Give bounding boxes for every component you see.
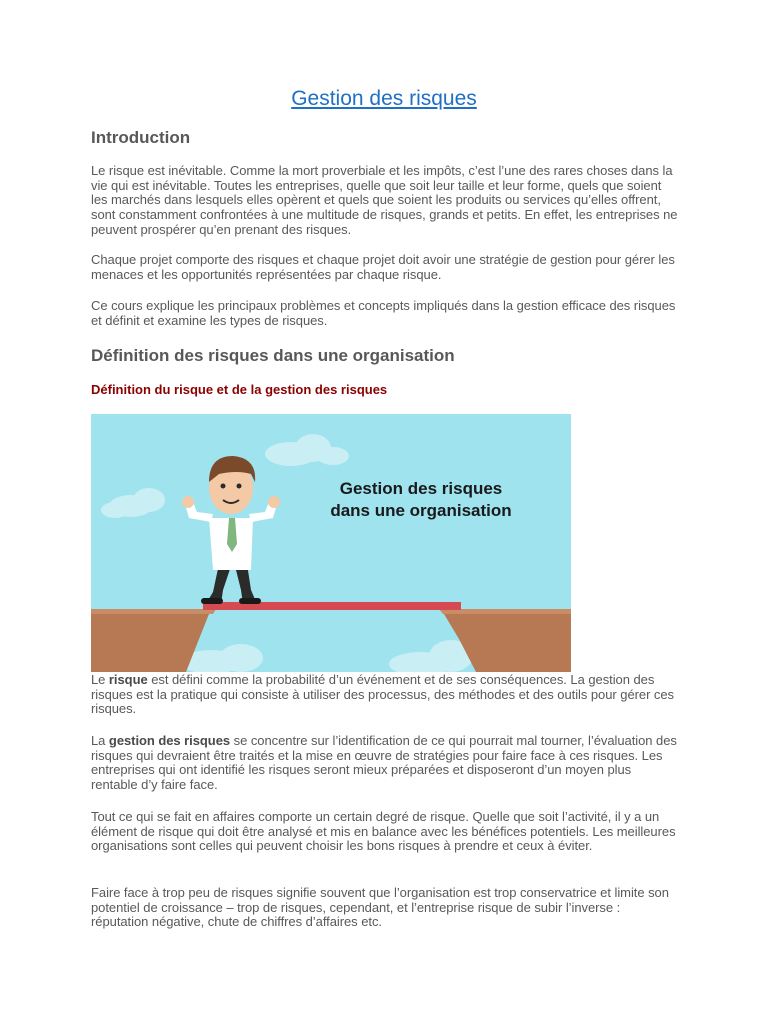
definition-heading: Définition des risques dans une organisation (91, 346, 455, 365)
risk-management-illustration (91, 414, 571, 672)
illustration-caption-line2: dans une organisation (330, 501, 512, 520)
cliff-left-top (91, 609, 216, 614)
intro-paragraph-1: Le risque est inévitable. Comme la mort proverbiale et les impôts, c’est l’une des rares choses dans la vie qui est inévitable. Toutes les entreprises, quelle que soit leur taille et leur forme, quels que soient les marchés dans lesquels elles opèrent et quels que soient les produits ou services qu’elles offrent, sont constamment confrontées à une multitude de risques, grands et petits. En effet, les entreprises ne peuvent prospérer qu’en prenant des risques. (91, 163, 678, 237)
paragraph-faire-face: Faire face à trop peu de risques signifie souvent que l’organisation est trop conservatrice et limite son potentiel de croissance – trop de risques, cependant, et l’entreprise risque de subir l’inverse : réputation négative, chute de chiffres d’affaires etc. (91, 885, 669, 930)
paragraph-affaires: Tout ce qui se fait en affaires comporte un certain degré de risque. Quelle que soit l’activité, il y a un élément de risque qui doit être analysé et mis en balance avec les bénéfices potentiels. Les meilleures organisations sont celles qui peuvent choisir les bons risques à prendre et ceux à éviter. (91, 809, 676, 854)
intro-paragraph-3: Ce cours explique les principaux problèmes et concepts impliqués dans la gestion efficace des risques et définit et examine les types de risques. (91, 298, 676, 328)
term-gestion-des-risques: gestion des risques (108, 733, 231, 748)
definition-subheading: Définition du risque et de la gestion des risques (91, 382, 388, 397)
paragraph-risque: Le risque est défini comme la probabilité d’un événement et de ses conséquences. La gestion des risques est la pratique qui consiste à utiliser des processus, des méthodes et des outils pour gérer ces risques. (91, 672, 675, 717)
illustration-caption-line1: Gestion des risques (339, 479, 503, 498)
term-risque: risque (108, 672, 148, 687)
paragraph-gestion-des-risques: La gestion des risques se concentre sur l’identification de ce qui pourrait mal tourner, l’évaluation des risques qui devraient être traités et la mise en œuvre de stratégies pour faire face à ces risques. Les entreprises qui ont identifié les risques seront mieux préparées et disposeront d’un moyen plus rentable d’y faire face. (91, 733, 677, 793)
intro-heading: Introduction (91, 128, 191, 147)
page-title[interactable]: Gestion des risques (291, 87, 477, 110)
intro-paragraph-2: Chaque projet comporte des risques et chaque projet doit avoir une stratégie de gestion pour gérer les menaces et les opportunités représentées par chaque risque. (91, 252, 675, 282)
